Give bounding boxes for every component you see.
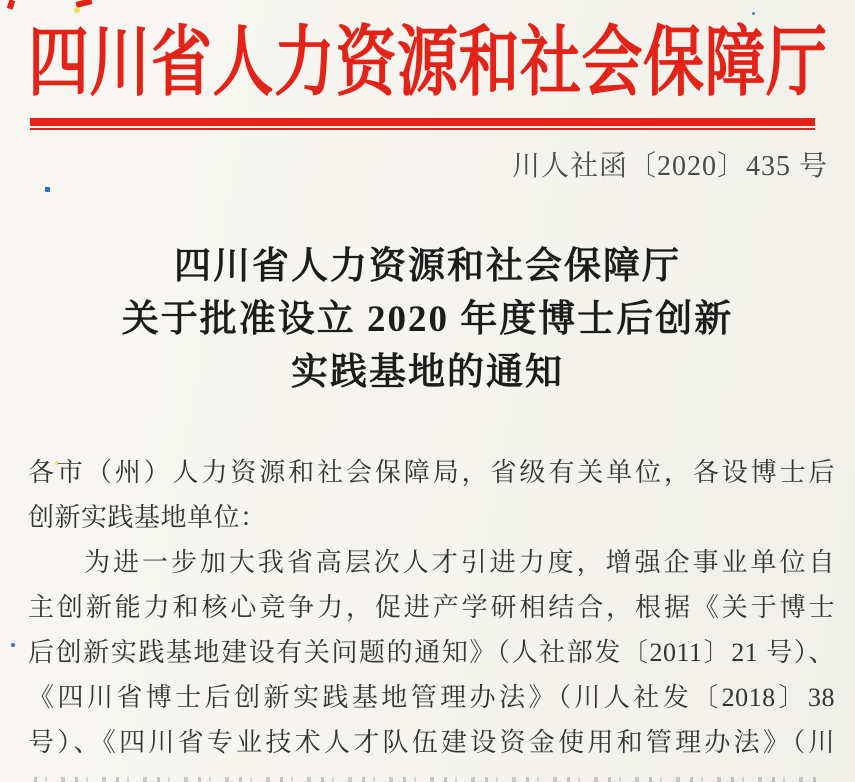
notice-title-line-2: 关于批准设立 2020 年度博士后创新 <box>121 299 734 340</box>
notice-title-line-3: 实践基地的通知 <box>291 352 564 393</box>
body-line-paragraph: 号）、《四川省专业技术人才队伍建设资金使用和管理办法》（川 <box>28 728 835 757</box>
notice-title <box>0 240 855 399</box>
body-line-paragraph: 后创新实践基地建设有关问题的通知》（人社部发〔2011〕21 号）、 <box>28 638 835 667</box>
letterhead-divider-rule <box>30 118 815 130</box>
scan-artifact-yellow-dot <box>74 7 80 13</box>
body-line-paragraph: 为进一步加大我省高层次人才引进力度，增强企事业单位自 <box>84 548 835 577</box>
scan-artifact-blue-dot <box>45 187 50 192</box>
document-number: 川人社函〔2020〕435 号 <box>511 151 828 182</box>
body-line-paragraph: 《四川省博士后创新实践基地管理办法》（川人社发〔2018〕38 <box>28 683 835 712</box>
scan-artifact-red-mark <box>7 0 15 10</box>
scan-artifact-blue-dot <box>11 643 15 647</box>
body-line-paragraph: 主创新能力和核心竞争力，促进产学研相结合，根据《关于博士 <box>28 593 835 622</box>
scan-artifact-blue-dot <box>752 12 755 15</box>
notice-body <box>28 450 835 765</box>
cutoff-next-line-hint <box>34 777 824 782</box>
body-line-salutation-1: 各市（州）人力资源和社会保障局，省级有关单位，各设博士后 <box>28 458 835 487</box>
body-line-salutation-2: 创新实践基地单位： <box>28 503 267 532</box>
letterhead-agency-name: 四川省人力资源和社会保障厅 <box>28 21 828 107</box>
notice-title-line-1: 四川省人力资源和社会保障厅 <box>174 246 681 287</box>
